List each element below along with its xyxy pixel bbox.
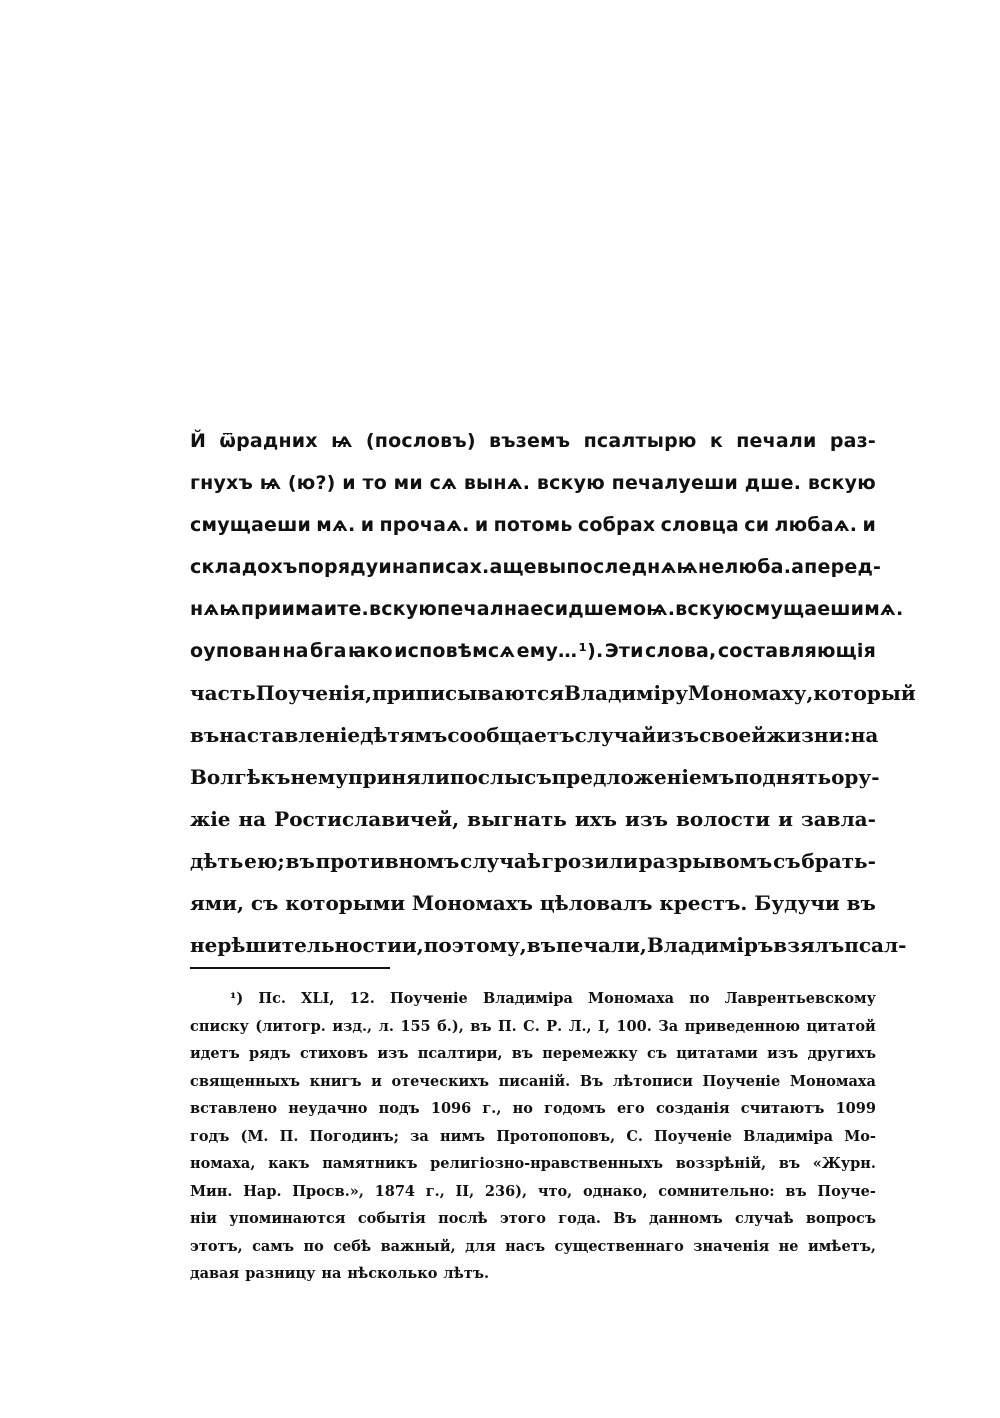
word: который [813,681,916,705]
footnote-word: данномъ [648,1210,723,1227]
footnote-word: изъ [767,1045,799,1062]
word: ему… [516,640,578,662]
word: и [778,807,793,831]
footnote-word: его [616,1100,645,1117]
footnote-word: Л., [568,1017,592,1035]
word: сѧ [429,472,458,494]
footnote-word: Мономаха [588,990,675,1007]
word: псал- [844,933,907,957]
word: взялъ [773,933,845,957]
word: и [378,556,392,578]
footnote-word: вопросъ [805,1210,876,1227]
word: печали [736,430,817,452]
footnote-line [190,985,876,1013]
word: сообщаетъ [447,723,575,747]
footnote-word: Мономаха [789,1072,876,1090]
word: ями, [190,891,244,915]
word: раз- [829,430,876,452]
word: изъ [625,807,668,831]
word: въ [846,891,876,915]
text-line [190,630,876,672]
footnote-word: 100. [616,1017,652,1035]
footnote-separator [190,967,390,969]
word: приписываются [372,681,564,705]
footnote-word: отеческихъ [391,1072,490,1090]
text-line [190,882,876,924]
word: въ [190,723,220,747]
footnote-word: изд., [332,1017,373,1035]
footnote-word: псалтири, [417,1045,503,1062]
footnote-word: но [512,1100,533,1117]
word: дше [568,598,618,620]
footnote-word: Поученіе [702,1072,781,1090]
footnote-line [190,1178,876,1206]
word: ¹). [578,640,604,662]
footnote-word: сомнительно: [658,1182,775,1200]
word: смущаеши [743,598,865,620]
word: бга [310,640,347,662]
word: ми [393,472,423,494]
text-line [190,588,904,630]
word: вскую [368,598,438,620]
word: Владиміру [564,681,688,705]
footnotes-block [190,985,876,1288]
footnote-word: стиховъ [299,1045,369,1062]
footnote-word: П. [497,1017,517,1035]
word: перед- [804,556,882,578]
footnote-word: въ [511,1045,533,1062]
text-line [190,840,876,882]
word: жіе [190,807,231,831]
word: и [862,514,876,536]
word: исповѣмсѧ [394,640,516,662]
word: составляющія [717,640,876,662]
word: (пословъ) [365,430,476,452]
word: к [709,430,723,452]
word: смущаеши [190,514,311,536]
word: по [297,556,325,578]
footnote-word: I, [598,1017,610,1035]
footnote-word: съ [646,1045,667,1062]
footnote-word: Въ [579,1072,604,1090]
word: вскую [536,472,605,494]
footnote-word: С. [523,1017,540,1035]
word: потомь [493,514,573,536]
footnote-word: цитатами [676,1045,758,1062]
footnote-word: въ [470,1017,492,1035]
word: которыми [285,891,406,915]
word: грозили [541,849,638,873]
word: печалуеши [611,472,738,494]
footnote-word: священныхъ [190,1072,301,1090]
main-text-block [190,420,916,966]
word: вы [536,556,567,578]
word: вскую [807,472,876,494]
word: приимаите. [240,598,369,620]
word: дше. [744,472,802,494]
word: Ростиславичей, [274,807,460,831]
footnote-word: идетъ [190,1045,240,1062]
word: моѩ. [617,598,676,620]
footnote-word: 236), [484,1182,528,1200]
word: волости [675,807,771,831]
footnote-word: рядъ [249,1045,291,1062]
word: Й [190,430,207,452]
footnote-word: случаѣ [734,1210,794,1227]
footnote-word: себѣ [333,1237,372,1255]
footnote-word: Владиміра [743,1127,834,1145]
word: словца [660,514,739,536]
footnote-word: и [371,1072,382,1090]
word: мѧ. [864,598,904,620]
footnote-word: Въ [613,1210,637,1227]
word: выгнать [467,807,567,831]
text-line [190,756,880,798]
footnote-word: Просв.», [292,1182,364,1200]
word: поднять [734,765,832,789]
word: ряду [324,556,379,578]
footnote-word: года. [558,1210,601,1227]
word: на [282,640,309,662]
word: нѧѩ [190,598,241,620]
word: мѧ. [316,514,356,536]
word: ору- [831,765,880,789]
word: Поученія, [255,681,373,705]
word: и [360,514,375,536]
word: поэтому, [423,933,527,957]
footnote-word: годомъ [544,1100,606,1117]
word: съ [524,765,552,789]
footnote-word: за [410,1127,429,1145]
text-line [190,924,907,966]
word: ꙗко [348,640,393,662]
word: и [474,514,489,536]
footnote-word: Пс. [258,990,286,1007]
footnote-word: самъ [252,1237,295,1255]
text-line [190,546,882,588]
footnote-word: этого [499,1210,546,1227]
footnote-word: воззрѣній, [675,1155,767,1172]
word: ею; [244,849,285,873]
word: любаѧ. [774,514,858,536]
footnote-line [190,1260,876,1288]
word: ѩ [331,430,353,452]
footnote-word: Владиміра [482,990,573,1007]
footnote-word: созданія [655,1100,730,1117]
word: изъ [656,723,700,747]
footnote-word: За [658,1017,679,1035]
footnote-word: Протопоповъ, [496,1127,616,1145]
footnote-word: Поученіе [654,1127,732,1145]
word: случай [574,723,657,747]
word: печална [437,598,531,620]
footnote-word: 1099 [835,1100,876,1117]
word: Будучи [754,891,840,915]
word: на [238,807,267,831]
footnote-word: этотъ, [190,1237,243,1255]
footnote-word: для [465,1237,496,1255]
footnote-word: лѣтъ. [443,1265,489,1282]
text-line [190,798,876,840]
word: дѣть [190,849,244,873]
word: написах. [391,556,490,578]
footnote-line [190,1040,876,1068]
footnote-word: (М. [240,1127,269,1145]
footnote-word: ¹) [230,990,244,1007]
footnote-line [190,1123,876,1151]
footnote-word: писаній. [498,1072,571,1090]
footnote-word: приведенною [684,1017,801,1035]
word: не [698,556,725,578]
footnote-word: списку [190,1017,249,1035]
footnote-word: Поуче- [817,1182,876,1200]
footnote-word: вставлено [190,1100,278,1117]
word: нему [290,765,349,789]
word: Волгѣ [190,765,261,789]
footnote-word: по [689,990,710,1007]
footnote-word: П. [279,1127,299,1145]
word: Мономахъ [411,891,533,915]
footnote-word: номаха, [190,1155,256,1172]
word: къ [260,765,291,789]
word: ѿрадних [219,430,318,452]
footnote-word: событія [357,1210,426,1227]
text-line [190,462,876,504]
word: люба. [724,556,792,578]
footnote-word: неудачно [288,1100,368,1117]
word: крестъ. [659,891,748,915]
footnote-word: 1874 [374,1182,415,1200]
footnote-word: книгъ [309,1072,362,1090]
word: Эти [604,640,644,662]
footnote-word: ніи [190,1210,217,1227]
word: прочаѧ. [379,514,470,536]
footnote-word: перемежку [542,1045,638,1062]
footnote-word: значенія [693,1237,770,1255]
footnote-word: нимъ [439,1127,486,1145]
word: разрывомъ [638,849,773,873]
footnote-word: 12. [349,990,375,1007]
word: оупован [190,640,281,662]
footnote-line [190,1013,876,1041]
word: вскую [675,598,744,620]
word: (ю?) [287,472,336,494]
footnote-word: въ [778,1155,801,1172]
footnote-word: 155 [400,1017,431,1035]
footnote-word: упоминаются [229,1210,346,1227]
footnote-word: л. [378,1017,394,1035]
footnote-word: Мо- [844,1127,876,1145]
footnote-word: разницу [245,1265,316,1282]
footnote-word: по [303,1237,324,1255]
word: гнухъ [190,472,253,494]
footnote-line [190,1095,876,1123]
footnote-word: нѣсколько [347,1265,438,1282]
footnote-word: XLI, [301,990,335,1007]
footnote-word: Поученіе [389,990,468,1007]
word: а [791,556,805,578]
word: часть [190,681,256,705]
footnote-word: годъ [190,1127,230,1145]
word: приняли [348,765,450,789]
footnote-line [190,1205,876,1233]
word: и, [401,933,424,957]
word: противномъ [315,849,460,873]
word: псалтырю [583,430,697,452]
word: въ [526,933,556,957]
footnote-word: 1096 [430,1100,472,1117]
word: Мономаху, [687,681,814,705]
word: последнѧѩ [566,556,698,578]
word: ихъ [574,807,617,831]
word: случаѣ [460,849,541,873]
footnote-word: б.), [437,1017,464,1035]
word: то [362,472,387,494]
word: дѣтямъ [360,723,448,747]
word: съ [773,849,801,873]
text-line [190,672,916,714]
word: слова, [644,640,717,662]
footnote-word: II, [455,1182,475,1200]
footnote-word: Р. [546,1017,563,1035]
word: наставленіе [219,723,361,747]
footnote-word: Лаврентьевскому [724,990,876,1007]
word: собрах [577,514,656,536]
word: складохъ [190,556,298,578]
footnote-word: послѣ [438,1210,488,1227]
footnote-word: однако, [582,1182,648,1200]
footnote-word: въ [785,1182,807,1200]
word: завла- [800,807,876,831]
footnote-line [190,1150,876,1178]
footnote-word: что, [537,1182,573,1200]
word: съ [250,891,279,915]
footnote-word: Мин. [190,1182,233,1200]
word: брать- [801,849,876,873]
word: на [850,723,879,747]
word: жизни: [766,723,851,747]
word: и [342,472,356,494]
word: печали, [556,933,647,957]
footnote-line [190,1068,876,1096]
word: въ [285,849,315,873]
word: ѩ [259,472,282,494]
footnote-word: важный, [380,1237,456,1255]
text-line [190,714,879,756]
footnote-word: изъ [377,1045,409,1062]
text-line [190,420,876,462]
word: си [744,514,770,536]
footnote-word: имѣетъ, [807,1237,876,1255]
footnote-word: насъ [505,1237,546,1255]
footnote-word: лѣтописи [612,1072,693,1090]
footnote-word: «Журн. [812,1155,876,1172]
word: Владиміръ [646,933,774,957]
footnote-word: другихъ [807,1045,876,1062]
word: своей [699,723,767,747]
footnote-word: подъ [378,1100,420,1117]
word: аще [489,556,537,578]
footnote-word: С. [626,1127,643,1145]
word: цѣловалъ [539,891,653,915]
word: предложеніемъ [551,765,735,789]
word: вынѧ. [463,472,531,494]
footnote-word: на [321,1265,342,1282]
footnote-word: Нар. [243,1182,282,1200]
footnote-word: (литогр. [255,1017,326,1035]
footnote-word: не [778,1237,799,1255]
footnote-word: г., [482,1100,502,1117]
footnote-word: памятникъ [322,1155,418,1172]
footnote-word: считаютъ [740,1100,825,1117]
word: въземъ [489,430,571,452]
word: нерѣшительности [190,933,402,957]
footnote-word: существеннаго [554,1237,684,1255]
footnote-word: религіозно-нравственныхъ [430,1155,664,1172]
footnote-word: Погодинъ; [309,1127,399,1145]
word: еси [530,598,569,620]
footnote-word: какъ [268,1155,310,1172]
footnote-word: давая [190,1265,240,1282]
word: послы [449,765,525,789]
footnote-word: г., [425,1182,445,1200]
footnote-word: цитатой [806,1017,876,1035]
footnote-line [190,1233,876,1261]
text-line [190,504,876,546]
